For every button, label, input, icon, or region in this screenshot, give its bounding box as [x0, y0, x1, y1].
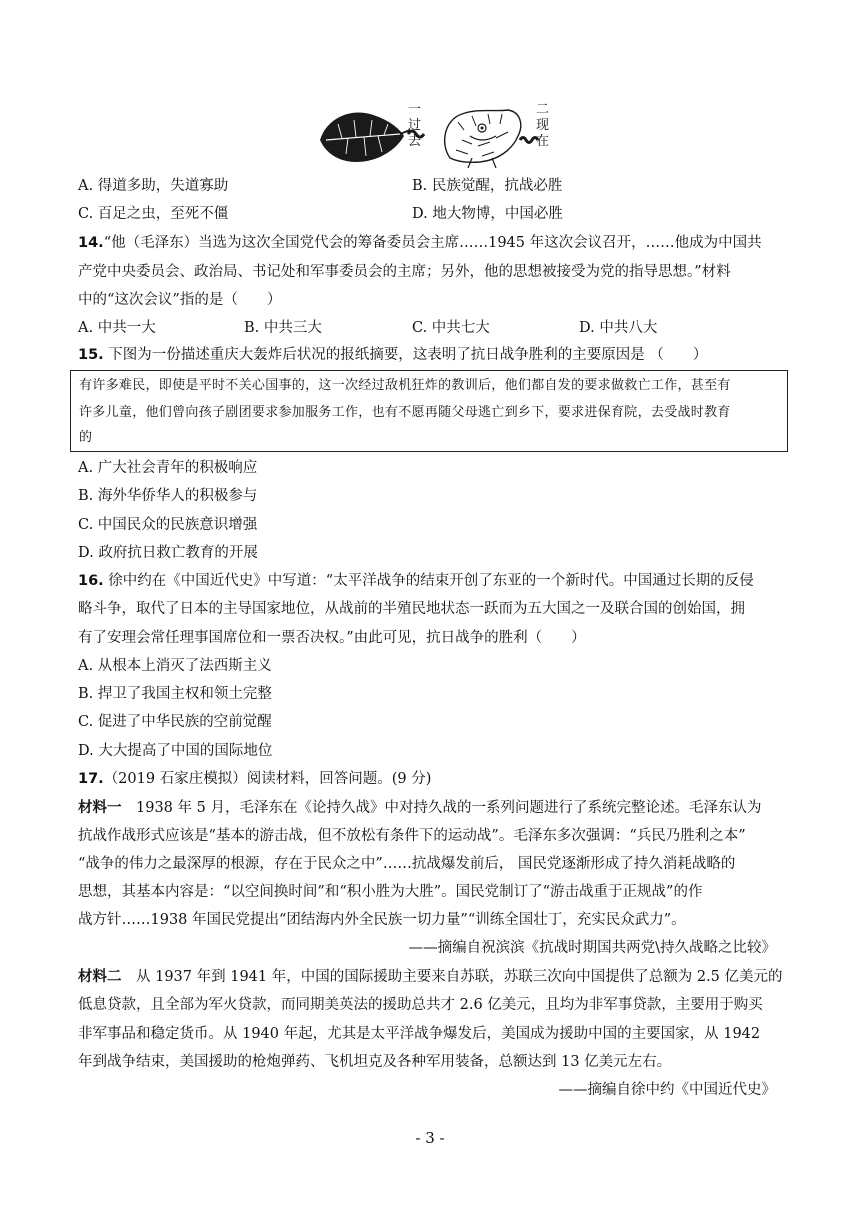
material2-source: ——摘编自徐中约《中国近代史》	[558, 1082, 776, 1098]
caption-present: 二现在	[536, 102, 550, 149]
q15-excerpt-line2: 许多儿童，他们曾向孩子剧团要求参加服务工作，也有不愿再随父母逃亡到乡下，要求进保育院，去受战时教育	[79, 405, 731, 420]
q17-material2-line2: 低息贷款，且全部为军火贷款，而同期美英法的援助总共才 2.6 亿美元，且均为非军事贷款，主要用于购买	[78, 997, 763, 1013]
caption-past: 一过去	[408, 102, 422, 149]
q15-excerpt-line3: 的	[79, 430, 93, 445]
monster-icon	[445, 110, 521, 168]
q14-line2: 产党中央委员会、政治局、书记处和军事委员会的主席；另外，他的思想被接受为党的指导思想。”材料	[78, 264, 731, 280]
q14-text-1: “他（毛泽东）当选为这次全国党代会的筹备委员会主席……1945 年这次会议召开，……他成为中国共	[103, 235, 762, 251]
q17-number: 17.	[78, 771, 104, 787]
q14-number: 14.	[78, 235, 104, 251]
q17-material2-line1	[78, 967, 783, 987]
page-number: - 3 -	[415, 1129, 445, 1147]
q15-text: 下图为一份描述重庆大轰炸后状况的报纸摘要，这表明了抗日战争胜利的主要原因是 （ ）	[108, 347, 708, 363]
q17-stem	[78, 769, 431, 789]
q16-option-c: C. 促进了中华民族的空前觉醒	[78, 714, 272, 730]
q14-line3: 中的“这次会议”指的是（ ）	[78, 292, 282, 308]
q14-line1	[78, 233, 762, 253]
q16-option-d: D. 大大提高了中国的国际地位	[78, 743, 273, 759]
q14-option-b: B. 中共三大	[244, 320, 322, 336]
q14-option-a: A. 中共一大	[78, 320, 156, 336]
q17-material1-line2: 抗战作战形式应该是“基本的游击战，但不放松有条件下的运动战”。毛泽东多次强调：“兵民乃胜利之本”	[78, 828, 746, 844]
q16-line1	[78, 571, 754, 591]
material2-label: 材料二	[78, 968, 122, 985]
q17-material2-line3: 非军事品和稳定货币。从 1940 年起，尤其是太平洋战争爆发后，美国成为援助中国的主要国家，从 1942	[78, 1026, 761, 1042]
q15-option-c: C. 中国民众的民族意识增强	[78, 517, 258, 533]
q16-option-b: B. 捍卫了我国主权和领土完整	[78, 686, 272, 702]
q17-text: （2019 石家庄模拟）阅读材料，回答问题。(9 分)	[103, 771, 432, 787]
q17-material1-line3: “战争的伟力之最深厚的根源，存在于民众之中”……抗战爆发前后， 国民党逐渐形成了持久消耗战略的	[78, 856, 736, 872]
q16-number: 16.	[78, 573, 104, 589]
q14-option-d: D. 中共八大	[579, 320, 658, 336]
q15-excerpt-line1: 有许多难民，即使是平时不关心国事的，这一次经过敌机狂炸的教训后，他们都自发的要求做救亡工作，甚至有	[79, 378, 731, 393]
material1-text-1: 1938 年 5 月，毛泽东在《论持久战》中对持久战的一系列问题进行了系统完整论述。毛泽东认为	[121, 800, 762, 816]
q13-option-b: B. 民族觉醒，抗战必胜	[412, 178, 563, 194]
q13-option-d: D. 地大物博，中国必胜	[412, 206, 563, 222]
q15-option-b: B. 海外华侨华人的积极参与	[78, 488, 258, 504]
material1-source: ——摘编自祝滨滨《抗战时期国共两党\持久战略之比较》	[408, 940, 776, 956]
cartoon-illustration	[312, 100, 552, 170]
cartoon-drawing	[312, 100, 552, 170]
q16-line2: 略斗争，取代了日本的主导国家地位，从战前的半殖民地状态一跃而为五大国之一及联合国的创始国，拥	[78, 601, 745, 617]
leaf-icon	[320, 112, 410, 162]
q15-option-d: D. 政府抗日救亡教育的开展	[78, 545, 258, 561]
q15-newspaper-excerpt	[70, 370, 788, 452]
q17-material1-line4: 思想，其基本内容是：“以空间换时间”和“积小胜为大胜”。国民党制订了“游击战重于正规战”的作	[78, 884, 703, 900]
q16-text-1: 徐中约在《中国近代史》中写道：“太平洋战争的结束开创了东亚的一个新时代。中国通过长期的反侵	[108, 573, 754, 589]
q17-material1-line1	[78, 798, 761, 818]
q15-number: 15.	[78, 347, 104, 363]
q17-material2-line4: 年到战争结束，美国援助的枪炮弹药、飞机坦克及各种军用装备，总额达到 13 亿美元左右。	[78, 1054, 672, 1070]
q15-option-a: A. 广大社会青年的积极响应	[78, 460, 258, 476]
q15-stem	[78, 345, 707, 365]
q17-material1-line5: 战方针……1938 年国民党提出“团结海内外全民族一切力量”“训练全国壮丁，充实民众武力”。	[78, 912, 686, 928]
q16-line3: 有了安理会常任理事国席位和一票否决权。”由此可见，抗日战争的胜利（ ）	[78, 630, 586, 646]
q14-option-c: C. 中共七大	[412, 320, 490, 336]
material2-text-1: 从 1937 年到 1941 年，中国的国际援助主要来自苏联，苏联三次向中国提供了总额为 2.5 亿美元的	[121, 969, 783, 985]
material1-label: 材料一	[78, 799, 122, 816]
q13-option-c: C. 百足之虫，至死不僵	[78, 206, 229, 222]
q13-option-a: A. 得道多助，失道寡助	[78, 178, 229, 194]
q16-option-a: A. 从根本上消灭了法西斯主义	[78, 658, 272, 674]
